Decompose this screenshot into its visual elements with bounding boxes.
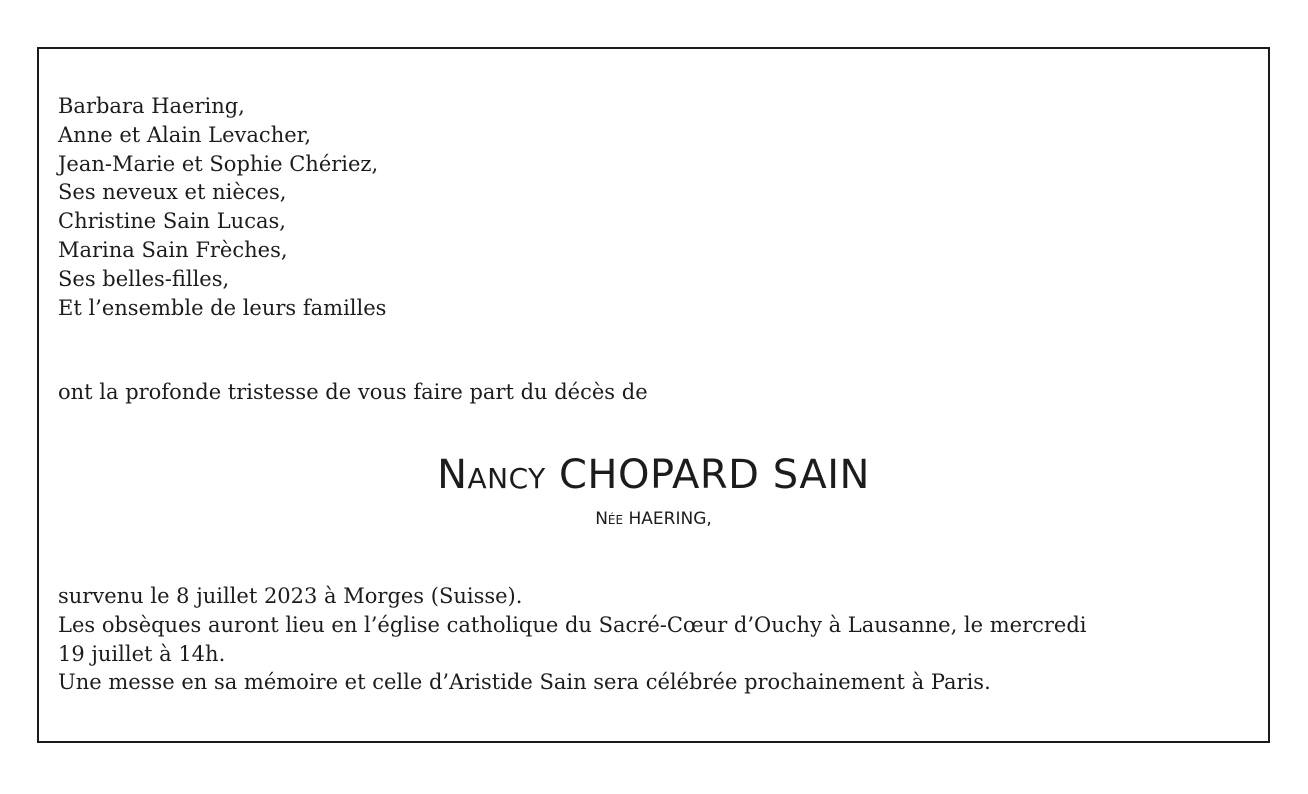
announcement-text: ont la profonde tristesse de vous faire part du décès de	[58, 380, 648, 404]
mourner-line: Barbara Haering,	[58, 94, 245, 118]
mourner-line: Et l’ensemble de leurs familles	[58, 295, 387, 320]
mourner-line: Jean-Marie et Sophie Chériez,	[58, 151, 379, 176]
mourner-line: Ses neveux et nièces,	[58, 180, 287, 205]
deceased-first-name: Nancy	[437, 452, 546, 498]
maiden-surname: HAERING,	[628, 509, 712, 529]
maiden-name	[39, 507, 1268, 531]
funeral-line: Les obsèques auront lieu en l’église catholique du Sacré-Cœur d’Ouchy à Lausanne, le mercredi	[58, 612, 1087, 637]
mourners-list	[58, 92, 386, 322]
mourner-line: Christine Sain Lucas,	[58, 209, 286, 234]
maiden-prefix: Née	[595, 509, 624, 529]
memorial-mass-line: Une messe en sa mémoire et celle d’Aristide Sain sera célébrée prochainement à Paris.	[58, 670, 991, 695]
funeral-details	[58, 582, 1253, 697]
mourner-line: Anne et Alain Levacher,	[58, 122, 312, 147]
mourner-line: Marina Sain Frèches,	[58, 237, 288, 262]
mourner-line: Ses belles-filles,	[58, 266, 230, 291]
deceased-name	[39, 447, 1268, 503]
deceased-name-block	[39, 447, 1268, 531]
deceased-last-name: CHOPARD SAIN	[558, 452, 870, 498]
obituary-notice	[37, 47, 1270, 743]
death-date-line: survenu le 8 juillet 2023 à Morges (Suisse).	[58, 584, 523, 608]
funeral-date-line: 19 juillet à 14h.	[58, 641, 226, 666]
